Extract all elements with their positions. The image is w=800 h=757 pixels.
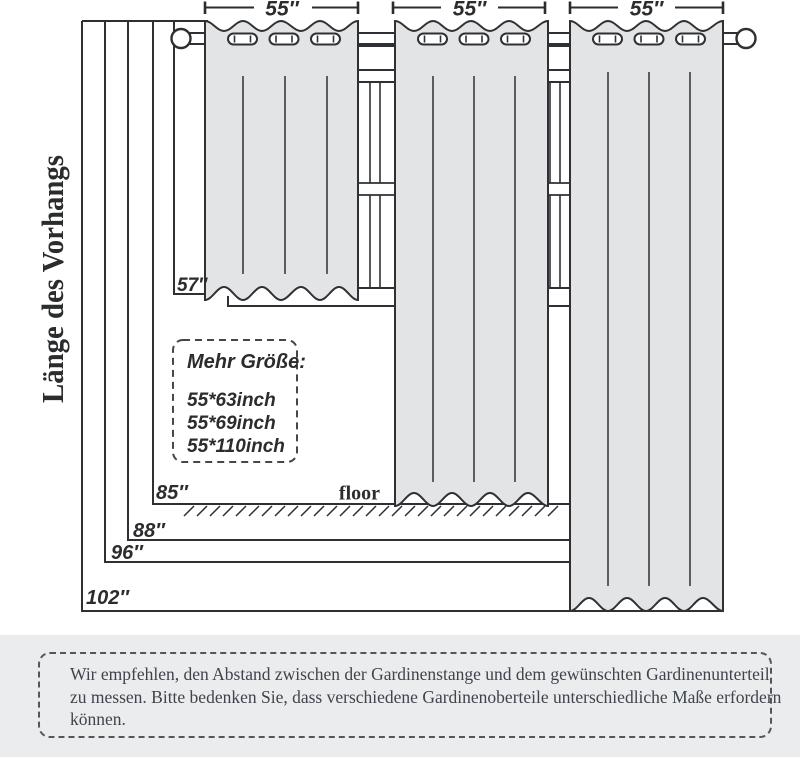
note-panel	[0, 635, 800, 757]
floor-label: floor	[338, 482, 380, 505]
grommets-right	[593, 34, 705, 45]
width-label-right: 55″	[629, 0, 664, 21]
length-label-57: 57″	[177, 275, 208, 296]
length-label-102: 102″	[86, 587, 129, 609]
note-box	[38, 652, 782, 738]
length-label-85: 85″	[156, 482, 188, 504]
rod-finial-right	[737, 29, 756, 48]
floor-hatching	[184, 506, 558, 516]
curtain-panel-right	[570, 21, 723, 611]
more-sizes-item-2: 55*69inch	[187, 413, 276, 434]
length-label-96: 96″	[111, 542, 143, 564]
page-title: Länge des Vorhangs	[35, 135, 70, 403]
note-text-line-1: Wir empfehlen, den Abstand zwischen der Gardinenstange und dem gewünschten Gardinenunterteil	[70, 664, 770, 684]
curtain-panel-left	[205, 21, 358, 300]
grommets-center	[418, 34, 530, 45]
note-text-line-2: zu messen. Bitte bedenken Sie, dass verschiedene Gardinenoberteile unterschiedliche Maße erfordern	[70, 686, 782, 707]
width-label-left: 55″	[265, 0, 299, 21]
more-sizes-item-3: 55*110inch	[187, 436, 285, 457]
more-sizes-item-1: 55*63inch	[187, 390, 276, 411]
length-label-88: 88″	[133, 520, 165, 542]
grommets-left	[228, 34, 340, 45]
curtain-panel-center	[395, 21, 548, 506]
more-sizes-heading: Mehr Größe:	[187, 351, 306, 373]
width-label-center: 55″	[452, 0, 487, 21]
rod-finial-left	[172, 29, 191, 48]
more-sizes-box	[173, 340, 306, 462]
note-text-line-3: können.	[70, 709, 126, 729]
